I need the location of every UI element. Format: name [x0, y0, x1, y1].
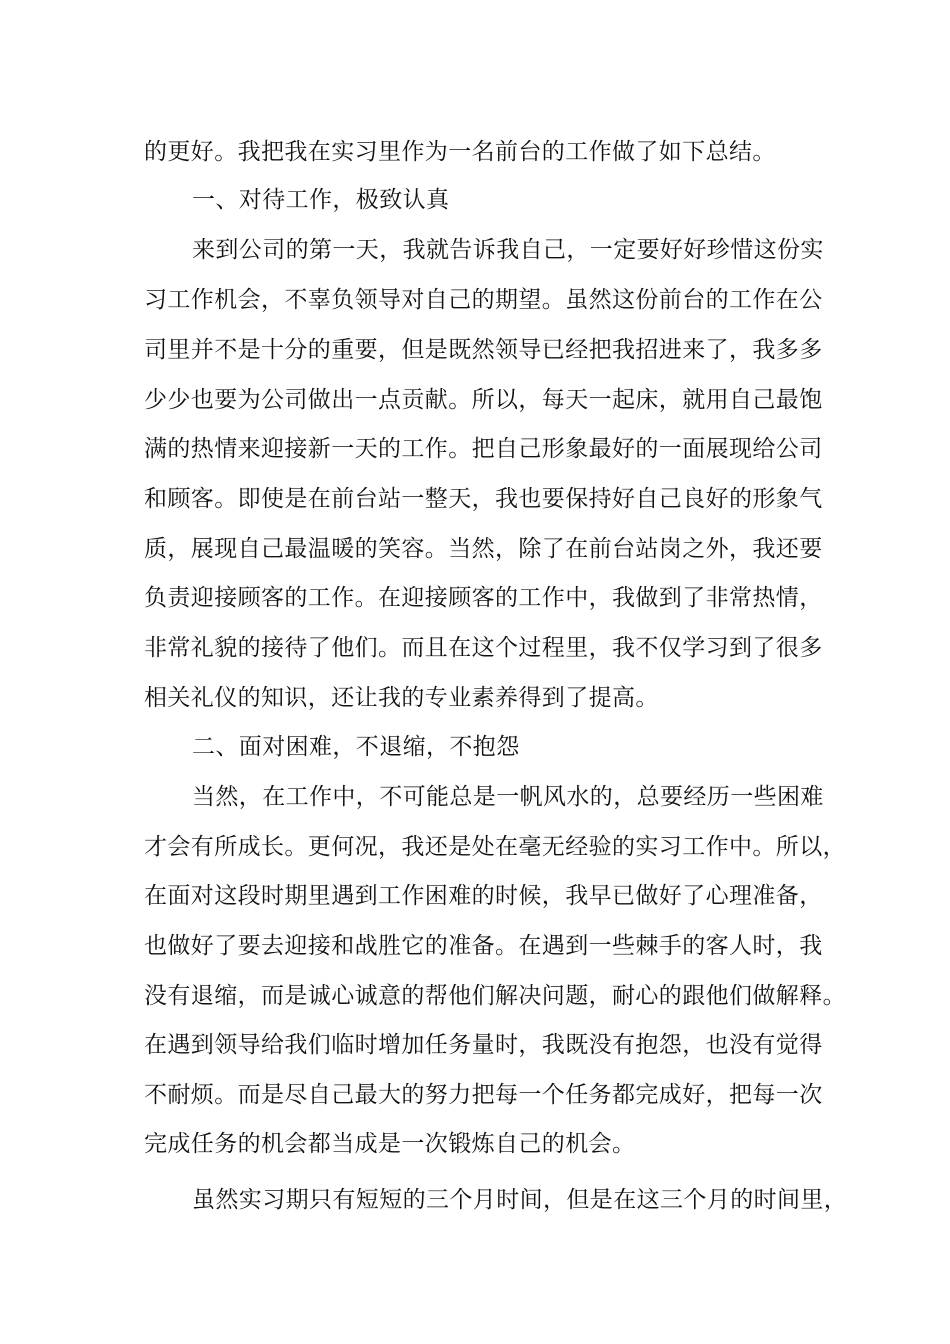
text-line: 完成任务的机会都当成是一次锻炼自己的机会。	[144, 1131, 636, 1157]
text-line: 虽然实习期只有短短的三个月时间，但是在这三个月的时间里，	[192, 1187, 848, 1213]
text-line: 在遇到领导给我们临时增加任务量时，我既没有抱怨，也没有觉得	[144, 1032, 823, 1058]
text-line: 来到公司的第一天，我就告诉我自己，一定要好好珍惜这份实	[192, 237, 824, 263]
section-heading: 二、面对困难，不退缩，不抱怨	[192, 734, 520, 760]
text-line: 才会有所成长。更何况，我还是处在毫无经验的实习工作中。所以，	[144, 834, 846, 860]
text-line: 少少也要为公司做出一点贡献。所以，每天一起床，就用自己最饱	[144, 387, 823, 413]
text-line: 相关礼仪的知识，还让我的专业素养得到了提高。	[144, 685, 659, 711]
section-heading: 一、对待工作，极致认真	[192, 187, 450, 213]
text-line: 不耐烦。而是尽自己最大的努力把每一个任务都完成好，把每一次	[144, 1082, 823, 1108]
text-line: 当然，在工作中，不可能总是一帆风水的，总要经历一些困难	[192, 784, 824, 810]
text-line: 满的热情来迎接新一天的工作。把自己形象最好的一面展现给公司	[144, 436, 823, 462]
text-line: 负责迎接顾客的工作。在迎接顾客的工作中，我做到了非常热情，	[144, 585, 823, 611]
text-line: 在面对这段时期里遇到工作困难的时候，我早已做好了心理准备，	[144, 883, 823, 909]
text-line: 司里并不是十分的重要，但是既然领导已经把我招进来了，我多多	[144, 337, 823, 363]
text-line: 的更好。我把我在实习里作为一名前台的工作做了如下总结。	[144, 139, 776, 165]
text-line: 非常礼貌的接待了他们。而且在这个过程里，我不仅学习到了很多	[144, 635, 823, 661]
text-line: 也做好了要去迎接和战胜它的准备。在遇到一些棘手的客人时，我	[144, 933, 823, 959]
text-line: 质，展现自己最温暖的笑容。当然，除了在前台站岗之外，我还要	[144, 536, 823, 562]
text-line: 和顾客。即使是在前台站一整天，我也要保持好自己良好的形象气	[144, 486, 823, 512]
text-line: 没有退缩，而是诚心诚意的帮他们解决问题，耐心的跟他们做解释。	[144, 983, 846, 1009]
text-line: 习工作机会，不辜负领导对自己的期望。虽然这份前台的工作在公	[144, 287, 823, 313]
